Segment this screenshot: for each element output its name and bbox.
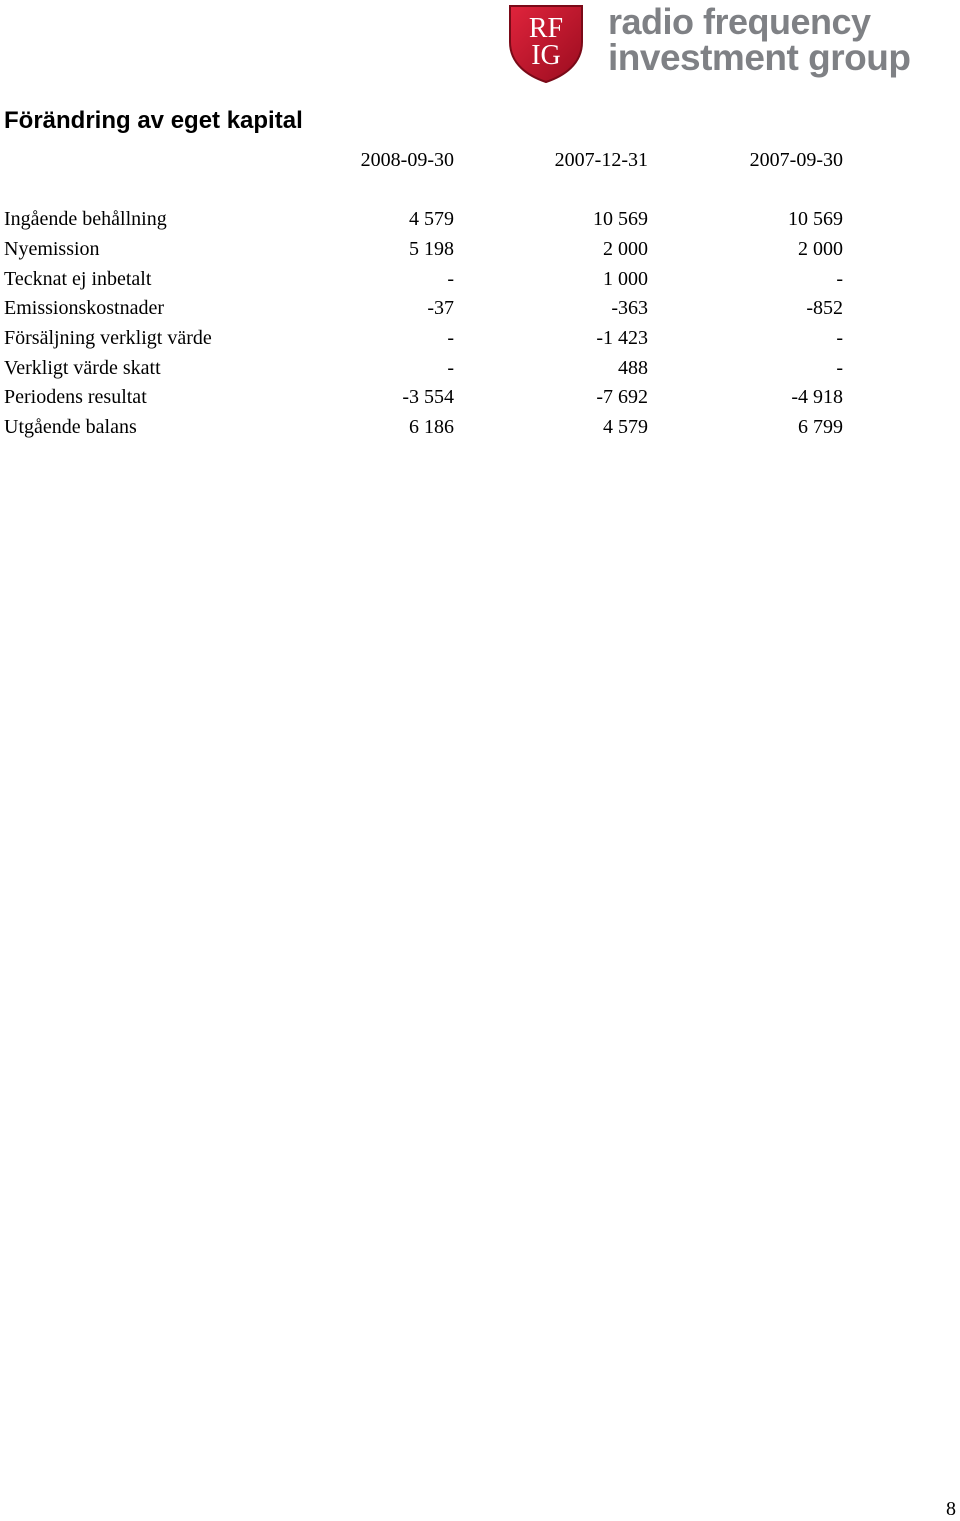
row-value: 2 000 — [603, 238, 648, 260]
table-row — [0, 267, 960, 297]
row-value: - — [836, 268, 843, 290]
company-logo — [506, 2, 926, 86]
table-row — [0, 415, 960, 445]
row-value: - — [447, 268, 454, 290]
row-value: -1 423 — [596, 327, 648, 349]
column-header-2008-09-30: 2008-09-30 — [360, 149, 454, 171]
page-number: 8 — [946, 1498, 956, 1520]
page-title: Förändring av eget kapital — [4, 107, 303, 134]
table-row — [0, 237, 960, 267]
logo-name-line2: investment group — [608, 37, 911, 78]
logo-initials-bottom: IG — [531, 40, 561, 71]
row-label: Periodens resultat — [4, 386, 147, 408]
table-row — [0, 356, 960, 386]
column-header-2007-09-30: 2007-09-30 — [749, 149, 843, 171]
row-label: Försäljning verkligt värde — [4, 327, 212, 349]
row-label: Verkligt värde skatt — [4, 357, 161, 379]
row-value: - — [447, 327, 454, 349]
row-label: Utgående balans — [4, 416, 137, 438]
logo-initials-top: RF — [528, 13, 564, 44]
row-value: 6 186 — [409, 416, 454, 438]
row-value: -7 692 — [596, 386, 648, 408]
table-row — [0, 207, 960, 237]
row-value: 5 198 — [409, 238, 454, 260]
table-row — [0, 296, 960, 326]
row-value: 2 000 — [798, 238, 843, 260]
column-header-2007-12-31: 2007-12-31 — [554, 149, 648, 171]
row-value: - — [836, 357, 843, 379]
row-value: -4 918 — [791, 386, 843, 408]
row-value: 10 569 — [593, 208, 648, 230]
table-row — [0, 326, 960, 356]
row-value: 488 — [618, 357, 648, 379]
row-value: 4 579 — [603, 416, 648, 438]
row-value: - — [836, 327, 843, 349]
row-value: -852 — [806, 297, 843, 319]
row-value: - — [447, 357, 454, 379]
row-label: Emissionskostnader — [4, 297, 164, 319]
row-value: 10 569 — [788, 208, 843, 230]
row-value: -3 554 — [402, 386, 454, 408]
row-value: -37 — [427, 297, 454, 319]
row-value: 1 000 — [603, 268, 648, 290]
row-value: 4 579 — [409, 208, 454, 230]
rfig-shield-logo — [506, 2, 586, 84]
row-value: 6 799 — [798, 416, 843, 438]
row-label: Nyemission — [4, 238, 100, 260]
row-value: -363 — [611, 297, 648, 319]
logo-wordmark — [608, 1, 911, 78]
table-row — [0, 385, 960, 415]
row-label: Ingående behållning — [4, 208, 167, 230]
row-label: Tecknat ej inbetalt — [4, 268, 152, 290]
logo-name-line1: radio frequency — [608, 1, 871, 42]
